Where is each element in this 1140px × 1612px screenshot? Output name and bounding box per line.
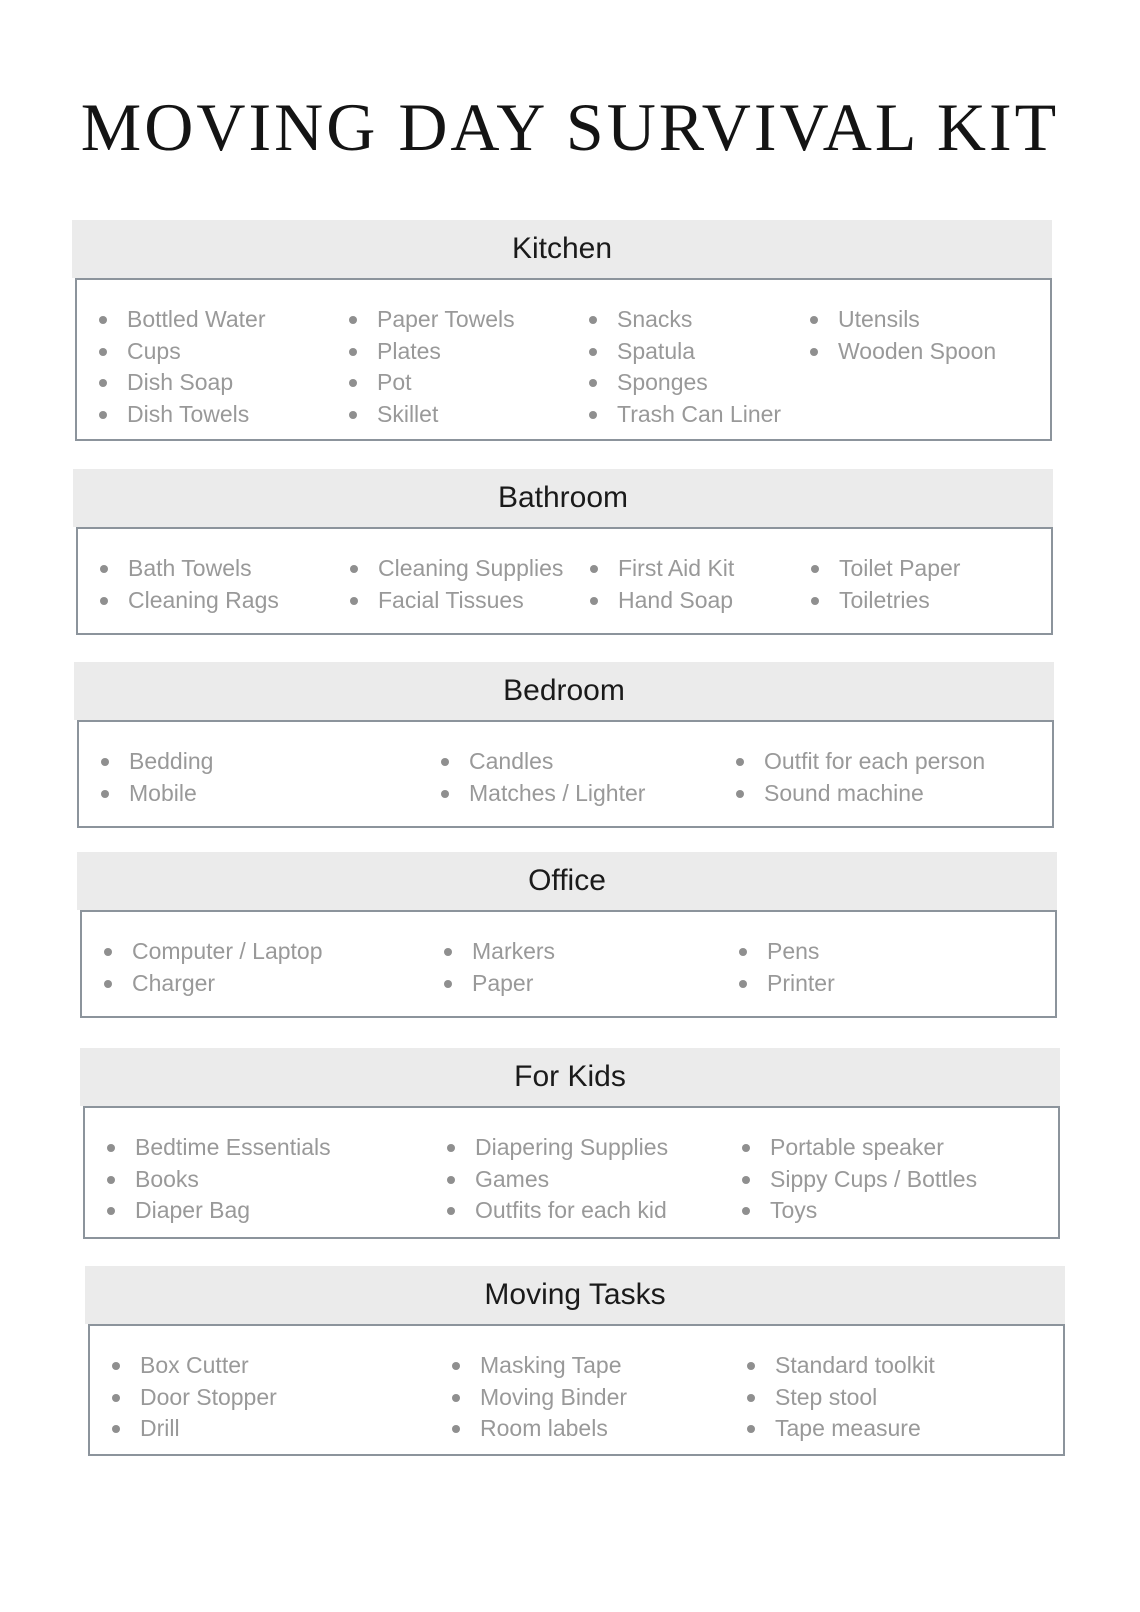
bullet-icon	[101, 790, 109, 798]
list-item	[747, 1413, 935, 1445]
list-item-label: Masking Tape	[480, 1352, 622, 1378]
list-item	[444, 936, 555, 968]
item-column	[736, 746, 985, 809]
item-list-box	[80, 910, 1057, 1018]
bullet-icon	[747, 1362, 755, 1370]
bullet-icon	[104, 980, 112, 988]
bullet-icon	[107, 1144, 115, 1152]
list-item	[350, 553, 563, 585]
item-column	[101, 746, 213, 809]
bullet-icon	[444, 980, 452, 988]
list-item-label: Cleaning Rags	[128, 586, 279, 613]
section-header: Office	[77, 852, 1057, 910]
bullet-icon	[590, 565, 598, 573]
list-item-label: Toys	[770, 1197, 818, 1223]
section-kitchen	[72, 220, 1052, 441]
list-item-label: Drill	[140, 1415, 180, 1441]
list-item	[99, 399, 265, 431]
list-item	[742, 1195, 977, 1227]
list-item	[100, 553, 279, 585]
list-item-label: Sippy Cups / Bottles	[770, 1165, 978, 1192]
list-item-label: Portable speaker	[770, 1134, 944, 1160]
bullet-icon	[350, 565, 358, 573]
bullet-icon	[349, 316, 357, 324]
list-item	[742, 1164, 977, 1196]
list-item	[447, 1132, 668, 1164]
list-item	[736, 746, 985, 778]
item-column	[747, 1350, 935, 1445]
list-item	[100, 585, 279, 617]
item-column	[441, 746, 645, 809]
list-item	[747, 1350, 935, 1382]
bullet-icon	[736, 790, 744, 798]
item-list-box	[88, 1324, 1065, 1456]
list-item	[589, 367, 781, 399]
item-list-box	[83, 1106, 1060, 1239]
list-item	[447, 1164, 668, 1196]
section-moving-tasks	[85, 1266, 1065, 1456]
bullet-icon	[589, 379, 597, 387]
list-item-label: Paper	[472, 969, 534, 996]
bullet-icon	[810, 316, 818, 324]
bullet-icon	[441, 790, 449, 798]
bullet-icon	[112, 1394, 120, 1402]
bullet-icon	[452, 1362, 460, 1370]
list-item	[810, 304, 996, 336]
bullet-icon	[100, 565, 108, 573]
bullet-icon	[99, 316, 107, 324]
item-column	[100, 553, 279, 616]
list-item	[441, 746, 645, 778]
list-item-label: Diapering Supplies	[475, 1134, 669, 1160]
list-item	[811, 553, 960, 585]
bullet-icon	[99, 411, 107, 419]
list-item	[349, 304, 515, 336]
bullet-icon	[112, 1425, 120, 1433]
bullet-icon	[811, 565, 819, 573]
list-item-label: Paper Towels	[377, 306, 515, 332]
item-column	[350, 553, 563, 616]
list-item-label: Trash Can Liner	[617, 400, 782, 427]
bullet-icon	[447, 1207, 455, 1215]
item-column	[112, 1350, 277, 1445]
list-item-label: Standard toolkit	[775, 1352, 935, 1378]
bullet-icon	[441, 758, 449, 766]
list-item-label: Utensils	[838, 306, 920, 332]
bullet-icon	[747, 1425, 755, 1433]
list-item-label: Markers	[472, 938, 556, 964]
page-title: MOVING DAY SURVIVAL KIT	[80, 89, 1060, 165]
bullet-icon	[742, 1176, 750, 1184]
list-item-label: Printer	[767, 969, 835, 996]
list-item	[441, 778, 645, 810]
list-item-label: Room labels	[480, 1415, 608, 1441]
bullet-icon	[810, 348, 818, 356]
section-header: For Kids	[80, 1048, 1060, 1106]
list-item	[590, 585, 734, 617]
list-item-label: Toilet Paper	[839, 555, 961, 581]
list-item	[112, 1382, 277, 1414]
bullet-icon	[590, 597, 598, 605]
bullet-icon	[101, 758, 109, 766]
list-item	[742, 1132, 977, 1164]
item-column	[452, 1350, 627, 1445]
section-header: Bedroom	[74, 662, 1054, 720]
list-item-label: First Aid Kit	[618, 555, 735, 581]
list-item	[99, 336, 265, 368]
bullet-icon	[736, 758, 744, 766]
item-list-box	[77, 720, 1054, 828]
section-bedroom	[74, 662, 1054, 828]
item-column	[811, 553, 960, 616]
list-item	[739, 968, 835, 1000]
bullet-icon	[107, 1207, 115, 1215]
list-item	[589, 336, 781, 368]
bullet-icon	[104, 948, 112, 956]
item-column	[99, 304, 265, 430]
bullet-icon	[742, 1144, 750, 1152]
item-column	[739, 936, 835, 999]
list-item-label: Outfits for each kid	[475, 1197, 667, 1223]
section-for-kids	[80, 1048, 1060, 1239]
list-item-label: Wooden Spoon	[838, 337, 997, 364]
list-item	[349, 399, 515, 431]
list-item-label: Books	[135, 1165, 199, 1192]
list-item-label: Bedding	[129, 748, 214, 774]
item-column	[590, 553, 734, 616]
list-item	[589, 304, 781, 336]
item-column	[349, 304, 515, 430]
list-item	[104, 968, 323, 1000]
list-item-label: Facial Tissues	[378, 586, 524, 613]
list-item-label: Step stool	[775, 1383, 878, 1410]
list-item	[810, 336, 996, 368]
list-item-label: Dish Towels	[127, 400, 250, 427]
list-item	[739, 936, 835, 968]
list-item	[747, 1382, 935, 1414]
item-column	[104, 936, 323, 999]
item-column	[107, 1132, 331, 1227]
list-item	[811, 585, 960, 617]
list-item-label: Skillet	[377, 400, 439, 427]
list-item-label: Candles	[469, 748, 554, 774]
list-item-label: Hand Soap	[618, 586, 734, 613]
section-office	[77, 852, 1057, 1018]
bullet-icon	[349, 411, 357, 419]
bullet-icon	[349, 379, 357, 387]
bullet-icon	[112, 1362, 120, 1370]
list-item	[107, 1132, 331, 1164]
list-item-label: Toiletries	[839, 586, 930, 613]
list-item-label: Dish Soap	[127, 369, 234, 395]
list-item-label: Bath Towels	[128, 555, 252, 581]
bullet-icon	[349, 348, 357, 356]
bullet-icon	[99, 348, 107, 356]
list-item	[101, 746, 213, 778]
list-item-label: Sound machine	[764, 779, 924, 806]
bullet-icon	[100, 597, 108, 605]
list-item-label: Spatula	[617, 337, 696, 364]
bullet-icon	[99, 379, 107, 387]
section-header: Kitchen	[72, 220, 1052, 278]
list-item-label: Outfit for each person	[764, 748, 986, 774]
list-item-label: Sponges	[617, 369, 708, 395]
bullet-icon	[589, 348, 597, 356]
bullet-icon	[739, 980, 747, 988]
list-item	[349, 336, 515, 368]
list-item	[452, 1413, 627, 1445]
bullet-icon	[739, 948, 747, 956]
list-item	[104, 936, 323, 968]
list-item	[350, 585, 563, 617]
bullet-icon	[447, 1144, 455, 1152]
bullet-icon	[811, 597, 819, 605]
list-item	[99, 367, 265, 399]
list-item-label: Computer / Laptop	[132, 938, 323, 964]
list-item	[349, 367, 515, 399]
list-item	[452, 1382, 627, 1414]
list-item	[112, 1413, 277, 1445]
bullet-icon	[447, 1176, 455, 1184]
bullet-icon	[452, 1394, 460, 1402]
list-item	[107, 1164, 331, 1196]
list-item-label: Tape measure	[775, 1415, 921, 1441]
list-item-label: Bottled Water	[127, 306, 266, 332]
list-item-label: Games	[475, 1165, 550, 1192]
bullet-icon	[589, 316, 597, 324]
list-item	[589, 399, 781, 431]
list-item	[112, 1350, 277, 1382]
list-item	[590, 553, 734, 585]
list-item-label: Matches / Lighter	[469, 779, 646, 806]
list-item-label: Cleaning Supplies	[378, 555, 564, 581]
bullet-icon	[747, 1394, 755, 1402]
bullet-icon	[742, 1207, 750, 1215]
list-item-label: Charger	[132, 969, 216, 996]
bullet-icon	[107, 1176, 115, 1184]
item-list-box	[76, 527, 1053, 635]
list-item	[101, 778, 213, 810]
list-item-label: Diaper Bag	[135, 1197, 251, 1223]
list-item-label: Box Cutter	[140, 1352, 249, 1378]
list-item	[444, 968, 555, 1000]
bullet-icon	[444, 948, 452, 956]
list-item-label: Snacks	[617, 306, 693, 332]
section-header: Bathroom	[73, 469, 1053, 527]
list-item-label: Plates	[377, 337, 441, 364]
list-item-label: Cups	[127, 337, 181, 364]
list-item-label: Bedtime Essentials	[135, 1134, 331, 1160]
item-column	[589, 304, 781, 430]
item-list-box	[75, 278, 1052, 441]
item-column	[810, 304, 996, 367]
item-column	[447, 1132, 668, 1227]
list-item	[736, 778, 985, 810]
list-item	[99, 304, 265, 336]
list-item-label: Moving Binder	[480, 1383, 628, 1410]
section-header: Moving Tasks	[85, 1266, 1065, 1324]
list-item-label: Pens	[767, 938, 820, 964]
list-item	[447, 1195, 668, 1227]
list-item-label: Pot	[377, 369, 412, 395]
list-item	[107, 1195, 331, 1227]
item-column	[742, 1132, 977, 1227]
list-item-label: Door Stopper	[140, 1383, 277, 1410]
section-bathroom	[73, 469, 1053, 635]
list-item-label: Mobile	[129, 779, 197, 806]
bullet-icon	[350, 597, 358, 605]
bullet-icon	[589, 411, 597, 419]
item-column	[444, 936, 555, 999]
bullet-icon	[452, 1425, 460, 1433]
list-item	[452, 1350, 627, 1382]
